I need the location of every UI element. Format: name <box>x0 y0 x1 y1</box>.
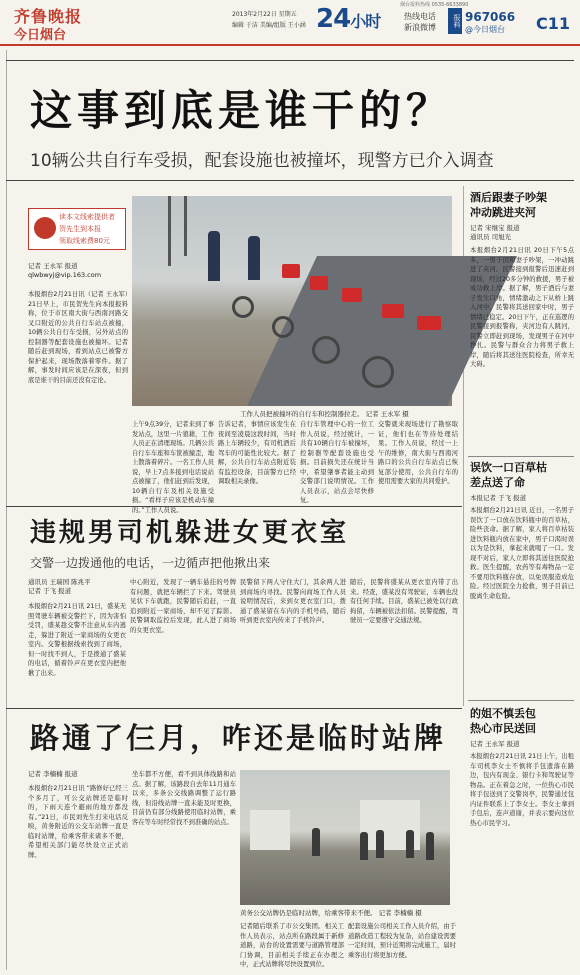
lead-column-4: 自行车管理中心的一位工作人员说，经过统计，一共有10辆自行车被撞坏，控制器等配套设施也受损。目前损失还在统计当中，希望肇事者能主动到交警部门说明情况。工作人员表示，站点会尽快修复。 <box>300 421 374 504</box>
lead-photo-bikes <box>132 196 452 406</box>
story2-column-1: 本报烟台2月21日讯 21日，盛某无照驾驶车辆被交警拦下，因为害怕受罚，盛某趁交警不注意从车内逃走，躲进了附近一家商场的女更衣室内。交警根据线索找到了商场，但一时找不到人，于是拨通了盛某的电话，循着铃声在更衣室内把他揪了出来。 <box>28 603 126 677</box>
edition-name: 今日烟台 <box>14 28 67 43</box>
rail-story-3-reporter: 记者 王永军 报道 <box>470 740 520 748</box>
story3-column-1: 本报烟台2月21日讯 “路修好已经三个多月了，可公交站牌还是临时的，下雨天连个避雨的地方都没有。”21日，市民刘先生打来电话反映，黄务附近的公交车站牌一直是临时站牌，给乘客带来诸多不便，希望相关部门能尽快设立正式站牌。 <box>28 785 128 859</box>
hotline-labels: 热线电话 新浪微博 <box>404 12 436 32</box>
rail-story-1-body: 本报烟台2月21日讯 20日下午5点多，一男子因和妻子吵架，一冲动跳进了夹河。民警接到报警后迅速赶到现场，经过20多分钟的救援，男子被成功救上岸。据了解，男子酒后与妻子发生口角，情绪激动之下从桥上跳入河中。民警将其送回家中时，男子情绪已稳定。20日下午，正在巡逻的民警接到报警称，夹河边有人跳河，民警立即赶到现场，发现男子在河中挣扎。民警与群众合力将男子救上岸，随后将其送往医院检查，所幸无大碍。 <box>470 247 574 368</box>
page-header <box>0 0 580 46</box>
top-note: 烟台报料热线 0535-6633890 <box>400 2 469 8</box>
rail-rule-2 <box>468 700 574 701</box>
lead-reporter: 记者 王永军 报道 qlwbwyj@vip.163.com <box>28 262 102 279</box>
lead-subheadline: 10辆公共自行车受损，配套设施也被撞坏，现警方已介入调查 <box>30 151 494 171</box>
lead-column-5: 交警就来现场进行了勘察取证，他们也在等待处理结果。工作人员说，经过一上午的维修，南大街与西南河路口的公共自行车站点已恢复部分使用，公共自行车的使用需要大家的共同爱护。 <box>378 421 458 485</box>
weibo-handle: @今日烟台 <box>465 25 505 34</box>
rail-story-2-title: 误饮一口百草枯 差点送了命 <box>470 461 547 489</box>
story3-column-4: 配套设施公司相关工作人员介绍，由于道路改造工程较为复杂，站台建设需要一定时间，预计近期将完成施工，届时乘客出行将更加方便。 <box>348 923 456 959</box>
story2-column-2: 中心附近，发现了一辆车悬挂的号牌有问题，就把车辆拦了下来。驾驶员见状下车就跑，民警随后追赶，一直追到附近一家商场，却不见了踪影。民警调取监控后发现，此人进了商场的女更衣室。 <box>130 579 236 634</box>
phone-icon <box>34 217 56 239</box>
hotline-number: 967066 <box>465 10 516 24</box>
section-logo <box>316 4 380 34</box>
section-number: 24 <box>316 4 351 34</box>
story3-top-rule <box>6 708 462 709</box>
rail-story-1-reporter: 记者 宋继宝 报道 通讯员 司旭光 <box>470 224 520 241</box>
tip-line-2: 贺先生到本报 <box>59 225 101 233</box>
lead-photo-caption: 工作人员把被撞坏的自行车和控制器拉走。 记者 王永军 摄 <box>240 410 409 418</box>
story3-column-2: 坐车都不方便，看不到具体线路和站点。据了解，该路段自去年11月通车以来，多条公交线路调整了运行路线，但沿线站牌一直未能及时更换，目前仍有部分线路使用临时站牌，乘客在等车时经常找不到准确的站点。 <box>132 771 236 826</box>
lead-rule <box>6 180 574 181</box>
rail-story-2-body: 本报烟台2月21日讯 近日，一名男子误饮了一口放在饮料瓶中的百草枯，险些丧命。据了解，家人将百草枯装进饮料瓶内放在家中，男子口渴时误以为是饮料，拿起来就喝了一口。发现不对后，家人立即将其送往医院抢救。医生提醒，农药等有毒物品一定不要用饮料瓶存放，以免误服造成危险。经过医院全力抢救，男子目前已脱离生命危险。 <box>470 507 574 600</box>
editors-line: 编辑 于洁 美编/组版 王小涵 <box>232 22 306 29</box>
lead-column-2: 上午9点39分，记者来到了事发站点，这里一片狼藉，工作人员正在清理现场。几辆公共自行车车座和车筐被撞歪，地上散落着碎片。一名工作人员说，早上7点多接到电话说站点被撞了，他们赶到后发现，10辆自行车及相关设施受损。“看样子应该是机动车撞的。”工作人员说。 <box>132 421 214 514</box>
tip-line-3: 领取线索费80元 <box>59 237 110 245</box>
tip-line-1: 读本文线索提供者 <box>59 213 115 221</box>
story2-reporter: 通讯员 王瑞国 陈兆平 记者 于飞 报道 <box>28 578 91 595</box>
rail-story-3-title: 的姐不慎丢包 热心市民送回 <box>470 707 536 735</box>
left-frame-rule <box>6 50 7 970</box>
newspaper-brand: 齐鲁晚报 <box>14 7 83 26</box>
story2-subheadline: 交警一边拨通他的电话，一边循声把他揪出来 <box>30 556 271 570</box>
rail-story-3-body: 本报烟台2月21日讯 21日上午，出租车司机李女士不慎将手包遗落在路边，包内有现金、银行卡和驾驶证等物品。正在着急之时，一位热心市民将手包送到了交警岗亭，民警通过包内证件联系上了李女士。李女士拿到手包后，连声道谢，并表示要向这位热心市民学习。 <box>470 753 574 827</box>
story2-top-rule <box>6 506 462 507</box>
page-number: C11 <box>536 14 571 33</box>
lead-column-1: 本报烟台2月21日讯（记者 王永军）21日早上，市民贺先生向本报报料称，位于市区南大街与西南河路交叉口附近的公共自行车站点被撞，10辆公共自行车受损，另外站点的控制器等配套设施也被撞坏。记者随后赶到现场，看到站点已被警方保护起来，现场散落着零件。据了解，事发时间应该是在深夜，但到底是谁干的目前还没有定论。 <box>28 291 128 384</box>
lead-column-3: 告诉记者，事情应该发生在夜间至凌晨这段时间，当时路上车辆较少，有司机酒后驾车的可能性比较大。据了解，公共自行车站点附近装有监控设备，目前警方已经调取相关录像。 <box>218 421 296 485</box>
story3-reporter: 记者 李楠楠 报道 <box>28 770 78 778</box>
rail-story-1-title: 酒后跟妻子吵架 冲动跳进夹河 <box>470 191 547 219</box>
issue-date: 2013年2月22日 星期五 <box>232 11 297 18</box>
story3-photo-caption: 黄务公交站牌仍是临时站牌，给乘客带来不便。 记者 李楠楠 摄 <box>240 909 422 917</box>
rail-rule-1 <box>468 456 574 457</box>
report-badge: 报料 <box>448 8 462 34</box>
tip-reward-box <box>28 208 126 250</box>
story2-headline: 违规男司机躲进女更衣室 <box>30 518 350 548</box>
story2-column-4: 随后，民警将盛某从更衣室内带了出来。经查，盛某没有驾驶证，车辆也没有任何手续。目前，盛某已被处以行政拘留，车辆被依法扣留。民警提醒，驾驶员一定要遵守交通法规。 <box>350 579 458 624</box>
story3-photo-bus-stop <box>240 770 450 905</box>
story2-column-3: 民警留下两人守住大门，其余两人进到商场内寻找。民警向商场工作人员说明情况后，来到女更衣室门口，拨通了盛某留在车内的手机号码，随后听到更衣室内传来了手机铃声。 <box>240 579 346 624</box>
story3-column-3: 记者随后联系了市公交集团。相关工作人员表示，站点所在路段属于新修道路，站台的设置需要与道路管理部门协调，目前相关手续正在办理之中，正式站牌将尽快设置到位。 <box>240 923 344 968</box>
story3-headline: 路通了仨月，咋还是临时站牌 <box>30 721 447 755</box>
top-rule <box>6 60 574 61</box>
rail-story-2-reporter: 本报记者 于飞 报道 <box>470 494 527 502</box>
lead-headline: 这事到底是谁干的？ <box>30 86 454 135</box>
section-word: 小时 <box>350 12 381 31</box>
